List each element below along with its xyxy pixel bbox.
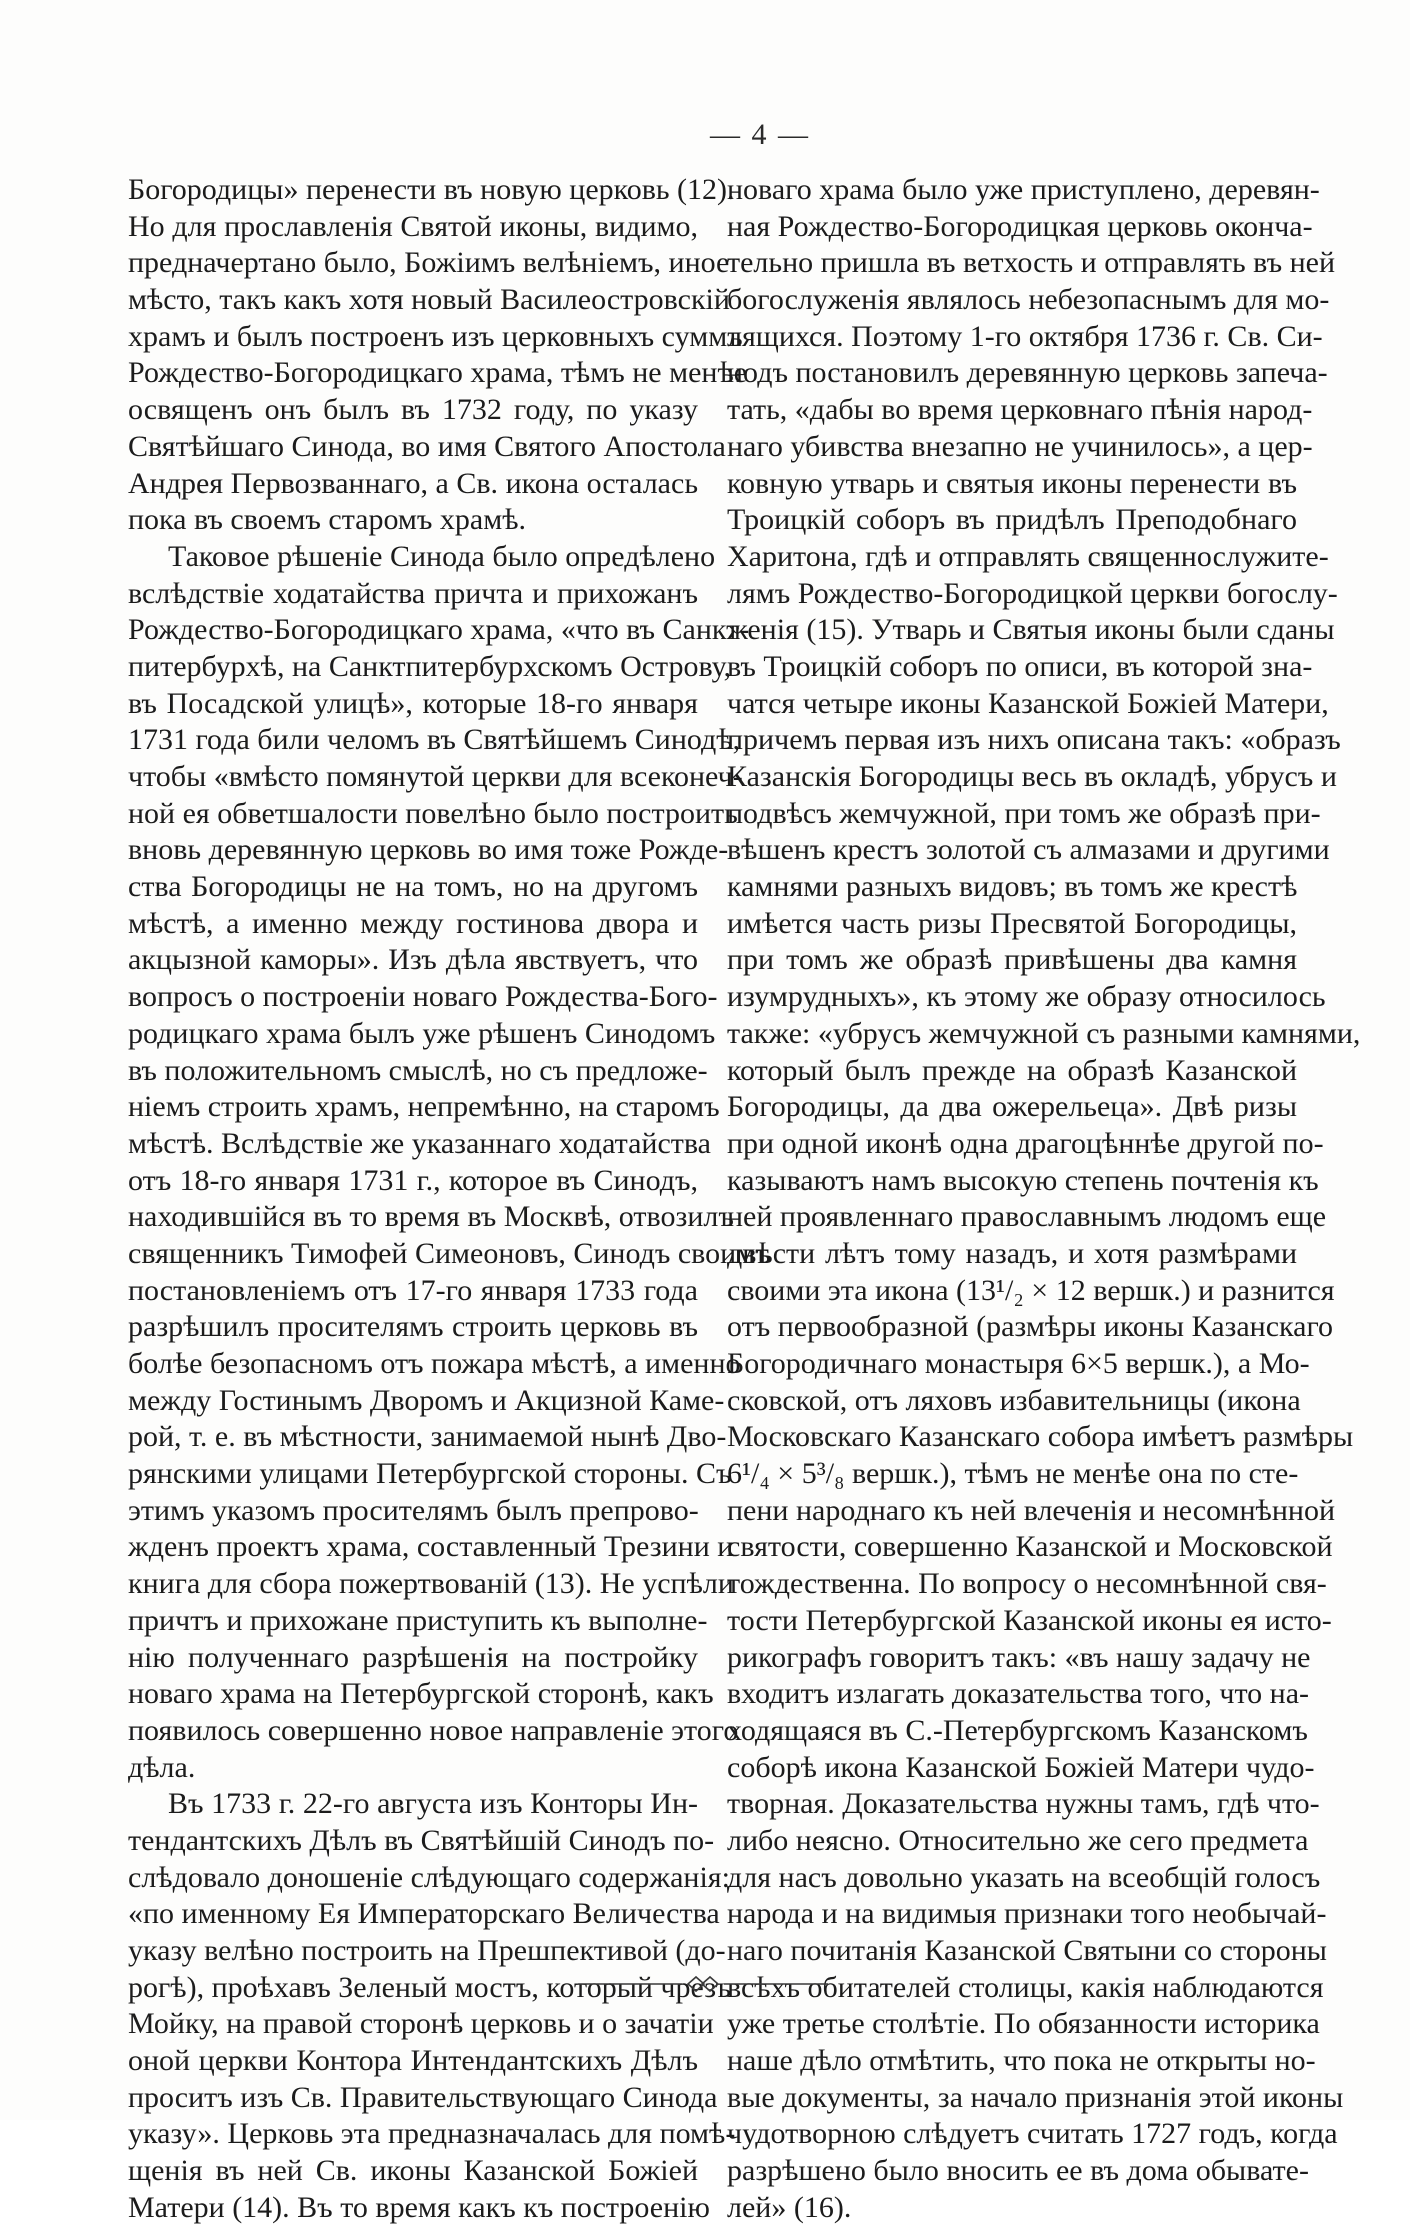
text-line: мѣстѣ. Вслѣдствіе же указаннаго ходатайства — [128, 1126, 711, 1160]
text-line: при одной иконѣ одна драгоцѣннѣе другой по- — [727, 1126, 1324, 1160]
text-line: мѣсто, такъ какъ хотя новый Василеостровскій — [128, 283, 730, 317]
text-line: сковской, отъ ляховъ избавительницы (икона — [727, 1383, 1301, 1417]
text-line: разрѣшилъ просителямъ строить церковь въ — [128, 1310, 698, 1344]
text-line: чтобы «вмѣсто помянутой церкви для всеконеч- — [128, 760, 743, 793]
text-line: соборѣ икона Казанской Божіей Матери чудо- — [727, 1750, 1315, 1784]
text-line: пока въ своемъ старомъ храмѣ. — [128, 503, 526, 537]
text-line: Но для прославленія Святой иконы, видимо, — [128, 209, 698, 243]
text-line: подвѣсъ жемчужной, при томъ же образѣ при- — [727, 796, 1321, 830]
text-line: который былъ прежде на образѣ Казанской — [727, 1053, 1297, 1087]
text-line: рянскими улицами Петербургской стороны. Съ — [128, 1457, 732, 1491]
text-line: Богородицы» перенести въ новую церковь (12). — [128, 173, 735, 206]
text-line: Богородичнаго монастыря 6×5 вершк.), а Мо- — [727, 1347, 1310, 1380]
text-line: слѣдовало доношеніе слѣдующаго содержанія: — [128, 1860, 730, 1894]
text-line: Таковое рѣшеніе Синода было опредѣлено — [168, 539, 716, 573]
text-line: «по именному Ея Императорскаго Величества — [128, 1897, 720, 1931]
page-number: — 4 — — [710, 118, 810, 151]
text-line: имѣется часть ризы Пресвятой Богородицы, — [727, 906, 1297, 940]
text-line: 1731 года били челомъ въ Святѣйшемъ Синодѣ, — [128, 723, 741, 757]
text-line: наше дѣло отмѣтить, что пока не открыты но- — [727, 2044, 1316, 2078]
text-line: камнями разныхъ видовъ; въ томъ же крестѣ — [727, 870, 1298, 904]
text-line: указу». Церковь эта предназначалась для помѣ- — [128, 2117, 736, 2151]
right-text-column — [727, 172, 1361, 2227]
text-line: рогѣ), проѣхавъ Зеленый мостъ, который чрезъ — [128, 1970, 732, 2004]
text-line: рикографъ говоритъ такъ: «въ нашу задачу не — [727, 1640, 1311, 1674]
text-line: Богородицы, да два ожерельеца». Двѣ ризы — [727, 1090, 1297, 1124]
text-line: Рождество-Богородицкаго храма, тѣмъ не менѣе — [128, 356, 748, 390]
text-line: ная Рождество-Богородицкая церковь оконча- — [727, 209, 1313, 243]
text-line: причтъ и прихожане приступить къ выполне- — [128, 1603, 708, 1637]
text-line: вслѣдствіе ходатайства причта и прихожанъ — [128, 576, 698, 610]
text-line: творная. Доказательства нужны тамъ, гдѣ что- — [727, 1787, 1320, 1821]
text-line: также: «убрусъ жемчужной съ разными камнями, — [727, 1016, 1361, 1050]
text-line: женія (15). Утварь и Святыя иконы были сданы — [727, 613, 1335, 647]
text-line: новаго храма было уже приступлено, деревян- — [727, 173, 1320, 206]
text-line: изумрудныхъ», къ этому же образу относилось — [727, 980, 1326, 1014]
text-line: болѣе безопасномъ отъ пожара мѣстѣ, а именно — [128, 1347, 741, 1380]
text-line: лящихся. Поэтому 1-го октября 1736 г. Св. Си- — [727, 319, 1323, 353]
left-text-column — [128, 172, 771, 2227]
text-line: Московскаго Казанскаго собора имѣетъ размѣры — [727, 1420, 1354, 1454]
text-line: отъ 18-го января 1731 г., которое въ Синодъ, — [128, 1163, 698, 1197]
text-line: отъ первообразной (размѣры иконы Казанскаго — [727, 1310, 1334, 1344]
text-line: пени народнаго къ ней влеченія и несомнѣнной — [727, 1493, 1335, 1527]
text-line: тать, «дабы во время церковнаго пѣнія народ- — [727, 393, 1313, 427]
text-line: оной церкви Контора Интендантскихъ Дѣлъ — [128, 2044, 698, 2078]
text-line: ходящаяся въ С.-Петербургскомъ Казанскомъ — [727, 1713, 1308, 1747]
text-line: въ положительномъ смыслѣ, но съ предложе- — [128, 1053, 708, 1087]
text-line: постановленіемъ отъ 17-го января 1733 года — [128, 1273, 698, 1307]
text-line: всѣхъ обитателей столицы, какія наблюдаются — [727, 1970, 1324, 2004]
text-line: Троицкій соборъ въ придѣлъ Преподобнаго — [727, 503, 1297, 537]
text-line: книга для сбора пожертвованій (13). Не успѣли — [128, 1567, 734, 1601]
text-line: вѣшенъ крестъ золотой съ алмазами и другими — [727, 833, 1330, 867]
text-line: вновь деревянную церковь во имя тоже Рожде- — [128, 833, 729, 867]
text-line: Мойку, на правой сторонѣ церковь и о зачатіи — [128, 2007, 714, 2041]
text-line: тендантскихъ Дѣлъ въ Святѣйшій Синодъ по- — [128, 1823, 715, 1857]
text-line: проситъ изъ Св. Правительствующаго Синода — [128, 2080, 718, 2114]
text-line: дѣла. — [128, 1750, 196, 1784]
text-line: чатся четыре иконы Казанской Божіей Матери, — [727, 686, 1329, 720]
text-line: между Гостинымъ Дворомъ и Акцизной Каме- — [128, 1383, 725, 1417]
text-line: рой, т. е. въ мѣстности, занимаемой нынѣ Дво- — [128, 1420, 727, 1454]
text-line: двѣсти лѣтъ тому назадъ, и хотя размѣрами — [727, 1236, 1297, 1270]
text-line: ніемъ строить храмъ, непремѣнно, на старомъ — [128, 1090, 720, 1124]
text-line: Казанскія Богородицы весь въ окладѣ, убрусъ и — [727, 760, 1337, 793]
text-line: причемъ первая изъ нихъ описана такъ: «образъ — [727, 723, 1341, 757]
text-line: наго почитанія Казанской Святыни со стороны — [727, 1934, 1327, 1967]
text-line: ства Богородицы не на томъ, но на другомъ — [128, 870, 698, 904]
text-line: Андрея Первозваннаго, а Св. икона осталась — [128, 466, 698, 500]
text-line: въ Посадской улицѣ», которые 18-го января — [128, 686, 698, 720]
text-line: богослуженія являлось небезопаснымъ для мо- — [727, 283, 1330, 317]
text-line: при томъ же образѣ привѣшены два камня — [727, 943, 1297, 977]
text-line: появилось совершенно новое направленіе этого — [128, 1713, 739, 1747]
text-line: этимъ указомъ просителямъ былъ препрово- — [128, 1493, 699, 1527]
text-line: жденъ проектъ храма, составленный Трезини и — [128, 1530, 734, 1564]
text-line: предначертано было, Божіимъ велѣніемъ, иное — [128, 246, 730, 280]
text-line: мѣстѣ, а именно между гостинова двора и — [128, 906, 698, 940]
text-line: вопросъ о построеніи новаго Рождества-Бого- — [128, 980, 718, 1014]
text-line: чудотворною слѣдуетъ считать 1727 годъ, когда — [727, 2117, 1338, 2151]
text-line: либо неясно. Относительно же сего предмета — [727, 1823, 1309, 1857]
text-line: 6¹/₄ × 5³/₈ вершк.), тѣмъ не менѣе она по сте- — [727, 1457, 1299, 1491]
text-line: храмъ и былъ построенъ изъ церковныхъ суммъ — [128, 319, 743, 353]
text-line: входитъ излагать доказательства того, что на- — [727, 1677, 1310, 1711]
text-line: казываютъ намъ высокую степень почтенія къ — [727, 1163, 1319, 1197]
text-line: ной ея обветшалости повелѣно было построить — [128, 796, 738, 830]
text-line: Рождество-Богородицкаго храма, «что въ Санкт- — [128, 613, 750, 647]
text-line: находившійся въ то время въ Москвѣ, отвозилъ — [128, 1200, 734, 1234]
text-line: Святѣйшаго Синода, во имя Святого Апостола — [128, 429, 726, 463]
text-line: Матери (14). Въ то время какъ къ построенію — [128, 2190, 710, 2224]
text-line: въ Троицкій соборъ по описи, въ которой зна- — [727, 649, 1313, 683]
text-line: щенія въ ней Св. иконы Казанской Божіей — [128, 2154, 698, 2188]
text-line: уже третье столѣтіе. По обязанности историка — [727, 2007, 1320, 2041]
text-line: лямъ Рождество-Богородицкой церкви богослу- — [727, 576, 1338, 610]
text-line: нію полученнаго разрѣшенія на постройку — [128, 1640, 698, 1674]
text-line: указу велѣно построить на Прешпективой (до- — [128, 1934, 726, 1967]
text-line: народа и на видимыя признаки того необычай- — [727, 1897, 1327, 1931]
text-line: святости, совершенно Казанской и Московской — [727, 1530, 1333, 1564]
text-line: нодъ постановилъ деревянную церковь запеча- — [727, 356, 1328, 390]
text-line: для насъ довольно указать на всеобщій голосъ — [727, 1860, 1321, 1894]
text-line: тости Петербургской Казанской иконы ея исто- — [727, 1603, 1332, 1637]
text-line: тождественна. По вопросу о несомнѣнной свя- — [727, 1567, 1327, 1601]
text-line: Въ 1733 г. 22-го августа изъ Конторы Ин- — [168, 1787, 698, 1821]
text-line: тельно пришла въ ветхость и отправлять въ ней — [727, 246, 1336, 280]
text-line: ней проявленнаго православнымъ людомъ еще — [727, 1200, 1327, 1234]
text-line: вые документы, за начало признанія этой иконы — [727, 2080, 1344, 2114]
text-line: родицкаго храма былъ уже рѣшенъ Синодомъ — [128, 1016, 716, 1050]
text-line: питербурхѣ, на Санктпитербурхскомъ Острову, — [128, 649, 732, 683]
text-line: новаго храма на Петербургской сторонѣ, какъ — [128, 1677, 714, 1711]
text-line: наго убивства внезапно не учинилось», а цер- — [727, 429, 1313, 463]
text-line: священникъ Тимофей Симеоновъ, Синодъ своимъ — [128, 1236, 771, 1270]
text-line: своими эта икона (13¹/₂ × 12 вершк.) и разнится — [727, 1273, 1335, 1307]
end-ornament-divider — [578, 1972, 828, 1996]
text-line: освященъ онъ былъ въ 1732 году, по указу — [128, 393, 698, 427]
text-line: разрѣшено было вносить ее въ дома обывате- — [727, 2154, 1309, 2188]
text-line: Харитона, гдѣ и отправлять священнослужите- — [727, 539, 1329, 573]
text-line: акцызной каморы». Изъ дѣла явствуетъ, что — [128, 943, 698, 977]
text-line: лей» (16). — [727, 2190, 852, 2224]
text-line: ковную утварь и святыя иконы перенести въ — [727, 466, 1297, 500]
